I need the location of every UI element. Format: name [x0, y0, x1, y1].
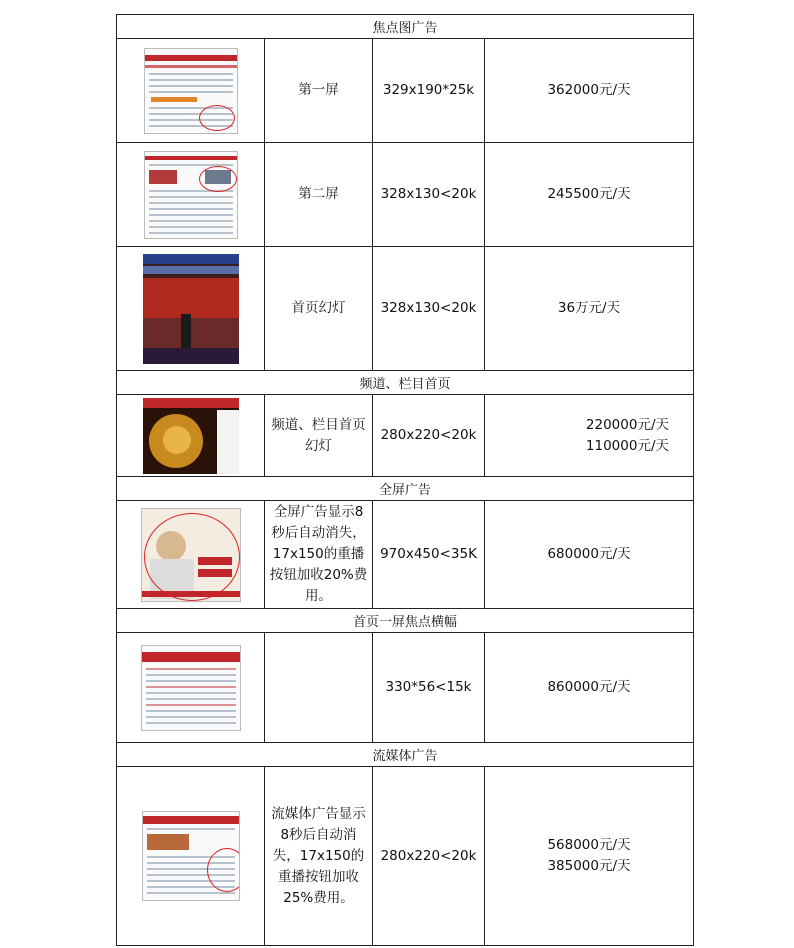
table-row — [117, 501, 693, 609]
price-cell — [485, 395, 693, 476]
table-row — [117, 247, 693, 371]
spec-cell: 329x190*25k — [373, 39, 485, 142]
spec-cell: 280x220<20k — [373, 395, 485, 476]
homepage-screenshot-icon — [144, 48, 238, 134]
thumbnail-cell — [117, 395, 265, 476]
price-line: 568000元/天 — [547, 837, 631, 853]
conference-photo-icon — [143, 254, 239, 364]
thumbnail-cell — [117, 143, 265, 246]
homepage-screenshot-icon — [142, 811, 240, 901]
spec-cell: 970x450<35K — [373, 501, 485, 608]
position-cell: 第二屏 — [265, 143, 373, 246]
bank-ad-icon — [141, 508, 241, 602]
price-line: 385000元/天 — [547, 858, 631, 874]
thumbnail-cell — [117, 767, 265, 945]
section-header-focus: 焦点图广告 — [117, 15, 693, 39]
position-cell: 流媒体广告显示8秒后自动消失，17x150的重播按钮加收25%费用。 — [265, 767, 373, 945]
ad-rate-table — [116, 14, 694, 946]
price-line: 110000元/天 — [585, 437, 669, 454]
gold-coins-icon — [143, 398, 239, 474]
thumbnail-cell — [117, 247, 265, 370]
thumbnail-cell — [117, 633, 265, 742]
position-cell: 频道、栏目首页幻灯 — [265, 395, 373, 476]
price-cell: 680000元/天 — [547, 546, 631, 562]
table-row — [117, 143, 693, 247]
spec-cell: 330*56<15k — [373, 633, 485, 742]
position-cell: 首页幻灯 — [265, 247, 373, 370]
price-line: 220000元/天 — [585, 416, 669, 433]
price-cell: 36万元/天 — [557, 300, 621, 316]
homepage-banner-icon — [141, 645, 241, 731]
section-header-channel: 频道、栏目首页 — [117, 371, 693, 395]
price-cell: 860000元/天 — [547, 679, 631, 695]
spec-cell: 328x130<20k — [373, 247, 485, 370]
thumbnail-cell — [117, 39, 265, 142]
price-cell: 362000元/天 — [547, 82, 631, 98]
position-cell: 全屏广告显示8秒后自动消失，17x150的重播按钮加收20%费用。 — [265, 501, 373, 608]
section-header-fullscreen: 全屏广告 — [117, 477, 693, 501]
table-row — [117, 767, 693, 945]
spec-cell: 328x130<20k — [373, 143, 485, 246]
price-cell: 245500元/天 — [547, 186, 631, 202]
table-row — [117, 395, 693, 477]
table-row — [117, 39, 693, 143]
section-header-banner: 首页一屏焦点横幅 — [117, 609, 693, 633]
thumbnail-cell — [117, 501, 265, 608]
homepage-screenshot-icon — [144, 151, 238, 239]
position-cell — [265, 633, 373, 742]
table-row — [117, 633, 693, 743]
price-cell — [485, 767, 693, 945]
spec-cell: 280x220<20k — [373, 767, 485, 945]
section-header-streaming: 流媒体广告 — [117, 743, 693, 767]
position-cell: 第一屏 — [265, 39, 373, 142]
